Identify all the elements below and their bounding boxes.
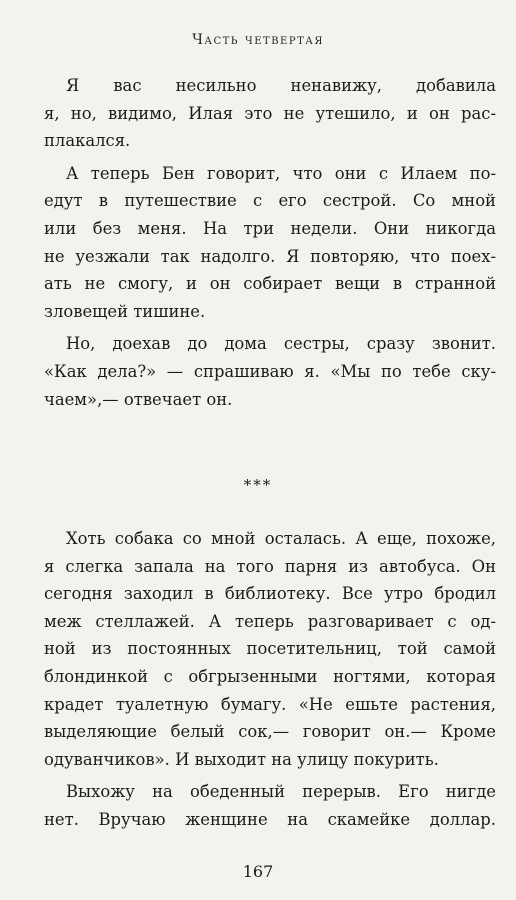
- text-line: зловещей тишине.: [44, 301, 206, 321]
- text-line: А теперь Бен говорит, что они с Илаем по-: [66, 163, 496, 183]
- text-line: едут в путешествие с его сестрой. Со мной: [44, 191, 496, 211]
- text-line: чаем»,— отвечает он.: [44, 389, 233, 409]
- section-1: [44, 72, 496, 413]
- section-2: [44, 525, 496, 834]
- text-line: ать не смогу, и он собирает вещи в странной: [44, 274, 496, 294]
- text-line: нет. Вручаю женщине на скамейке доллар.: [44, 809, 496, 829]
- text-line: я слегка запала на того парня из автобуса. Он: [44, 556, 496, 576]
- text-line: я, но, видимо, Илая это не утешило, и он рас-: [44, 103, 496, 123]
- text-line: «Как дела?» — спрашиваю я. «Мы по тебе ску-: [44, 361, 496, 381]
- text-line: ной из постоянных посетительниц, той самой: [44, 639, 496, 659]
- text-line: выделяющие белый сок,— говорит он.— Кроме: [44, 722, 496, 742]
- page-number: 167: [242, 862, 274, 881]
- text-line: Но, доехав до дома сестры, сразу звонит.: [66, 334, 496, 354]
- text-line: крадет туалетную бумагу. «Не ешьте растения,: [44, 694, 496, 714]
- text-line: не уезжали так надолго. Я повторяю, что поех-: [44, 246, 496, 266]
- text-line: сегодня заходил в библиотеку. Все утро бродил: [44, 584, 496, 604]
- section-separator: ***: [243, 476, 273, 494]
- running-head: Часть четвертая: [192, 32, 324, 48]
- text-line: меж стеллажей. А теперь разговаривает с од-: [44, 611, 496, 631]
- text-line: одуванчиков». И выходит на улицу покурить.: [44, 749, 439, 769]
- text-line: или без меня. На три недели. Они никогда: [44, 218, 496, 238]
- text-line: Я вас несильно ненавижу, добавила: [66, 76, 496, 95]
- text-line: плакался.: [44, 131, 131, 151]
- text-line: блондинкой с обгрызенными ногтями, которая: [44, 666, 496, 686]
- text-line: Выхожу на обеденный перерыв. Его нигде: [66, 782, 496, 802]
- text-line: Хоть собака со мной осталась. А еще, похоже,: [66, 529, 496, 548]
